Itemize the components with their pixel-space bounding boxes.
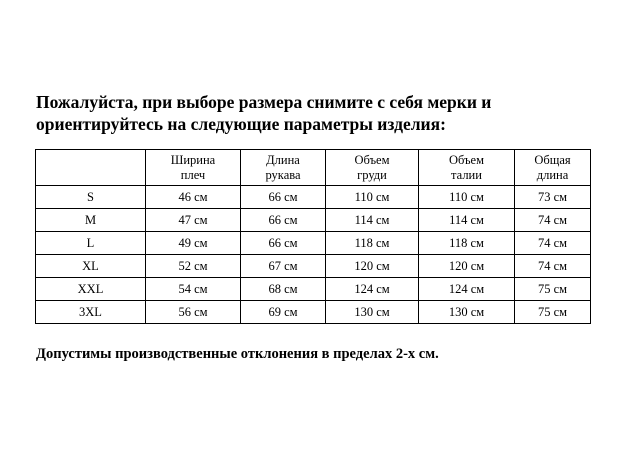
header-shoulder-width [146, 150, 241, 186]
table-cell: 75 см [515, 278, 591, 301]
table-cell: 74 см [515, 255, 591, 278]
table-cell: 66 см [241, 186, 326, 209]
header-line: Объем [354, 152, 390, 167]
table-cell: 118 см [419, 232, 515, 255]
header-total-length [515, 150, 591, 186]
table-cell: 130 см [419, 301, 515, 324]
table-cell: 52 см [146, 255, 241, 278]
table-cell: 69 см [241, 301, 326, 324]
table-cell: 66 см [241, 209, 326, 232]
table-cell: 67 см [241, 255, 326, 278]
heading-line-1: Пожалуйста, при выборе размера снимите с себя мерки и [36, 92, 492, 112]
table-row [36, 278, 591, 301]
header-sleeve-length [241, 150, 326, 186]
table-cell: 130 см [326, 301, 419, 324]
header-line: талии [451, 167, 482, 182]
table-cell: 75 см [515, 301, 591, 324]
table-cell: 114 см [326, 209, 419, 232]
table-cell: 124 см [326, 278, 419, 301]
table-cell: 118 см [326, 232, 419, 255]
header-chest [326, 150, 419, 186]
header-size [36, 150, 146, 186]
table-row [36, 209, 591, 232]
header-line: Ширина [170, 152, 216, 167]
table-cell: 66 см [241, 232, 326, 255]
header-line: длина [536, 167, 569, 182]
tolerance-note: Допустимы производственные отклонения в пределах 2-х см. [36, 346, 439, 362]
size-label: XXL [36, 278, 146, 301]
size-label: S [36, 186, 146, 209]
size-table [35, 149, 591, 324]
size-label: M [36, 209, 146, 232]
header-line: Объем [449, 152, 484, 167]
table-cell: 73 см [515, 186, 591, 209]
page-heading [36, 91, 616, 135]
size-label: 3XL [36, 301, 146, 324]
header-line: плеч [180, 167, 206, 182]
table-row [36, 186, 591, 209]
header-waist [419, 150, 515, 186]
header-line: рукава [265, 167, 301, 182]
header-line: Длина [266, 152, 300, 167]
table-cell: 56 см [146, 301, 241, 324]
heading-line-2: ориентируйтесь на следующие параметры изделия: [36, 114, 446, 134]
table-cell: 74 см [515, 232, 591, 255]
table-cell: 49 см [146, 232, 241, 255]
table-cell: 46 см [146, 186, 241, 209]
table-row [36, 232, 591, 255]
table-cell: 74 см [515, 209, 591, 232]
table-cell: 120 см [326, 255, 419, 278]
table-cell: 124 см [419, 278, 515, 301]
table-cell: 114 см [419, 209, 515, 232]
table-cell: 68 см [241, 278, 326, 301]
table-cell: 110 см [326, 186, 419, 209]
table-cell: 47 см [146, 209, 241, 232]
table-cell: 54 см [146, 278, 241, 301]
table-header-row [36, 150, 591, 186]
table-row [36, 255, 591, 278]
table-cell: 120 см [419, 255, 515, 278]
header-line: Общая [534, 152, 571, 167]
header-line: груди [357, 167, 387, 182]
table-row [36, 301, 591, 324]
table-cell: 110 см [419, 186, 515, 209]
size-label: XL [36, 255, 146, 278]
size-label: L [36, 232, 146, 255]
